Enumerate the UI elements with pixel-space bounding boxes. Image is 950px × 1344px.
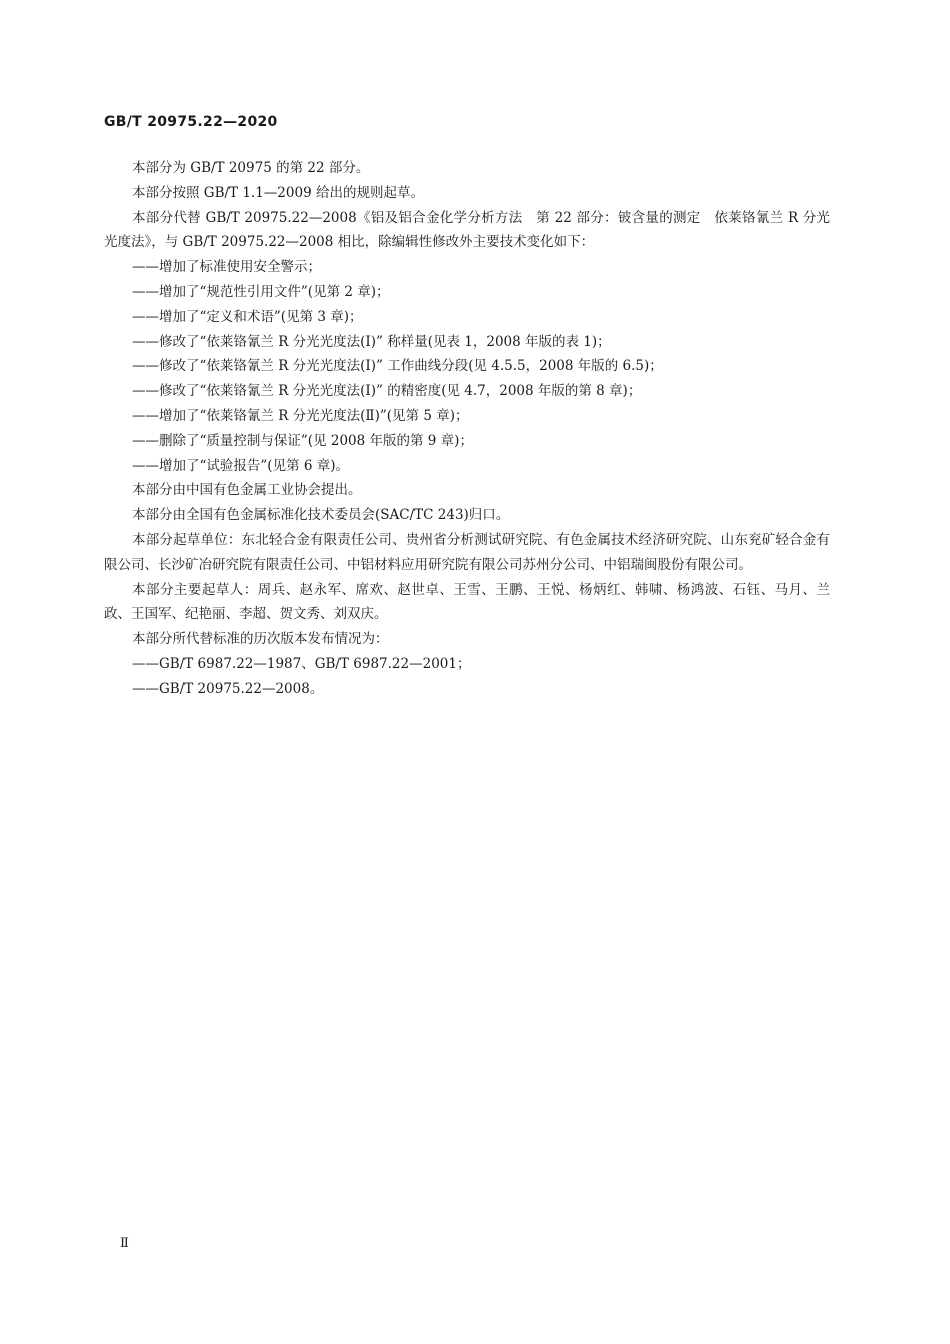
change-list-item: ——修改了“依莱铬氰兰 R 分光光度法(Ⅰ)” 称样量(见表 1，2008 年版的表 1)； xyxy=(132,333,611,350)
foreword-body xyxy=(104,156,830,702)
paragraph: 本部分由中国有色金属工业协会提出。 xyxy=(132,482,362,499)
change-list-item: ——修改了“依莱铬氰兰 R 分光光度法(Ⅰ)” 工作曲线分段(见 4.5.5，2008 年版的 6.5)； xyxy=(132,358,663,375)
history-list-item: ——GB/T 6987.22—1987、GB/T 6987.22—2001； xyxy=(132,655,471,672)
change-list-item: ——增加了标准使用安全警示； xyxy=(132,259,321,276)
paragraph: 本部分由全国有色金属标准化技术委员会(SAC/TC 243)归口。 xyxy=(132,507,510,524)
paragraph: 本部分所代替标准的历次版本发布情况为： xyxy=(132,631,389,648)
change-list-item: ——删除了“质量控制与保证”(见 2008 年版的第 9 章)； xyxy=(132,432,473,449)
paragraph: 本部分代替 GB/T 20975.22—2008《铝及铝合金化学分析方法 第 22 部分：铍含量的测定 依莱铬氰兰 R 分光光度法》，与 GB/T 20975.22—2008 相比，除编辑性修改外主要技术变化如下： xyxy=(104,209,830,251)
paragraph: 本部分主要起草人：周兵、赵永军、席欢、赵世卓、王雪、王鹏、王悦、杨炳红、韩啸、杨鸿波、石钰、马月、兰政、王国军、纪艳丽、李超、贺文秀、刘双庆。 xyxy=(104,581,830,623)
paragraph: 本部分起草单位：东北轻合金有限责任公司、贵州省分析测试研究院、有色金属技术经济研究院、山东兖矿轻合金有限公司、长沙矿冶研究院有限责任公司、中铝材料应用研究院有限公司苏州分公司、中铝瑞闽股份有限公司。 xyxy=(104,531,830,573)
paragraph: 本部分按照 GB/T 1.1—2009 给出的规则起草。 xyxy=(132,184,424,201)
paragraph: 本部分为 GB/T 20975 的第 22 部分。 xyxy=(132,160,370,176)
change-list-item: ——增加了“定义和术语”(见第 3 章)； xyxy=(132,308,363,325)
change-list-item: ——增加了“规范性引用文件”(见第 2 章)； xyxy=(132,283,390,300)
standard-number-header: GB/T 20975.22—2020 xyxy=(104,114,278,130)
page-number: Ⅱ xyxy=(120,1236,129,1251)
change-list-item: ——增加了“依莱铬氰兰 R 分光光度法(Ⅱ)”(见第 5 章)； xyxy=(132,407,469,424)
history-list-item: ——GB/T 20975.22—2008。 xyxy=(132,680,324,697)
change-list-item: ——增加了“试验报告”(见第 6 章)。 xyxy=(132,457,350,474)
change-list-item: ——修改了“依莱铬氰兰 R 分光光度法(Ⅰ)” 的精密度(见 4.7，2008 年版的第 8 章)； xyxy=(132,383,642,400)
